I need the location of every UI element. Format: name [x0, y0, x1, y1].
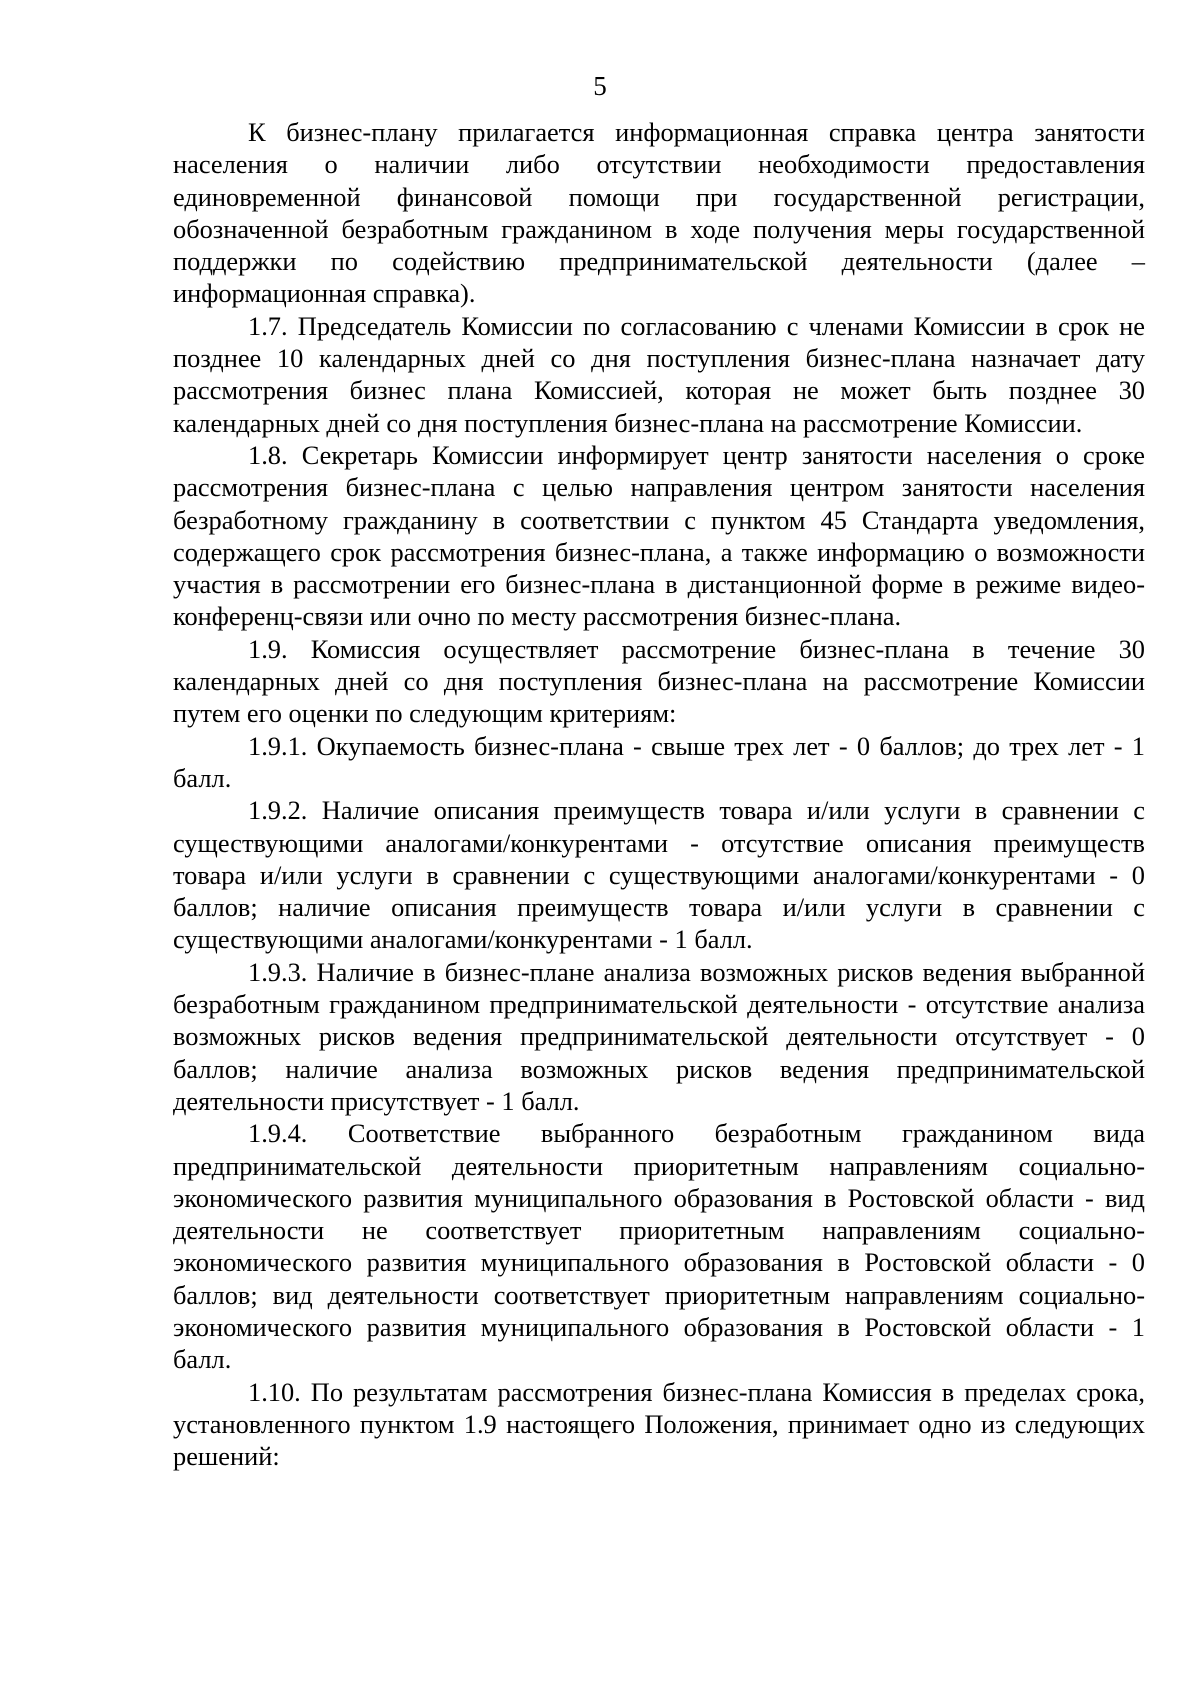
- paragraph-1-9-4: 1.9.4. Соответствие выбранного безработным гражданином вида предпринимательской деятельности приоритетным направлениям социально-экономического развития муниципального образования в Ростовской области - вид деятельности не соответствует приоритетным направлениям социально-экономического развития муниципального образования в Ростовской области - 0 баллов; вид деятельности соответствует приоритетным направлениям социально-экономического развития муниципального образования в Ростовской области - 1 балл.: [173, 1118, 1145, 1375]
- paragraph-1-9-2: 1.9.2. Наличие описания преимуществ товара и/или услуги в сравнении с существующими аналогами/конкурентами - отсутствие описания преимуществ товара и/или услуги в сравнении с существующими аналогами/конкурентами - 0 баллов; наличие описания преимуществ товара и/или услуги в сравнении с существующими аналогами/конкурентами - 1 балл.: [173, 795, 1145, 955]
- paragraph-business-plan-attachment: К бизнес-плану прилагается информационная справка центра занятости населения о наличии либо отсутствии необходимости предоставления единовременной финансовой помощи при государственной регистрации, обозначенной безработным гражданином в ходе получения меры государственной поддержки по содействию предпринимательской деятельности (далее – информационная справка).: [173, 117, 1145, 309]
- paragraph-1-9-3: 1.9.3. Наличие в бизнес-плане анализа возможных рисков ведения выбранной безработным гражданином предпринимательской деятельности - отсутствие анализа возможных рисков ведения предпринимательской деятельности отсутствует - 0 баллов; наличие анализа возможных рисков ведения предпринимательской деятельности присутствует - 1 балл.: [173, 956, 1145, 1116]
- paragraph-1-9: 1.9. Комиссия осуществляет рассмотрение бизнес-плана в течение 30 календарных дней со дня поступления бизнес-плана на рассмотрение Комиссии путем его оценки по следующим критериям:: [173, 633, 1145, 729]
- paragraph-1-9-1: 1.9.1. Окупаемость бизнес-плана - свыше трех лет - 0 баллов; до трех лет - 1 балл.: [173, 730, 1145, 793]
- page-number: 5: [593, 71, 607, 101]
- document-body: [173, 116, 1145, 1472]
- paragraph-1-10: 1.10. По результатам рассмотрения бизнес-плана Комиссия в пределах срока, установленного пунктом 1.9 настоящего Положения, принимает одно из следующих решений:: [173, 1376, 1145, 1472]
- paragraph-1-8: 1.8. Секретарь Комиссии информирует центр занятости населения о сроке рассмотрения бизнес-плана с целью направления центром занятости населения безработному гражданину в соответствии с пунктом 45 Стандарта уведомления, содержащего срок рассмотрения бизнес-плана, а также информацию о возможности участия в рассмотрении его бизнес-плана в дистанционной форме в режиме видео-конференц-связи или очно по месту рассмотрения бизнес-плана.: [173, 439, 1145, 632]
- paragraph-1-7: 1.7. Председатель Комиссии по согласованию с членами Комиссии в срок не позднее 10 календарных дней со дня поступления бизнес-плана назначает дату рассмотрения бизнес плана Комиссией, которая не может быть позднее 30 календарных дней со дня поступления бизнес-плана на рассмотрение Комиссии.: [173, 310, 1145, 438]
